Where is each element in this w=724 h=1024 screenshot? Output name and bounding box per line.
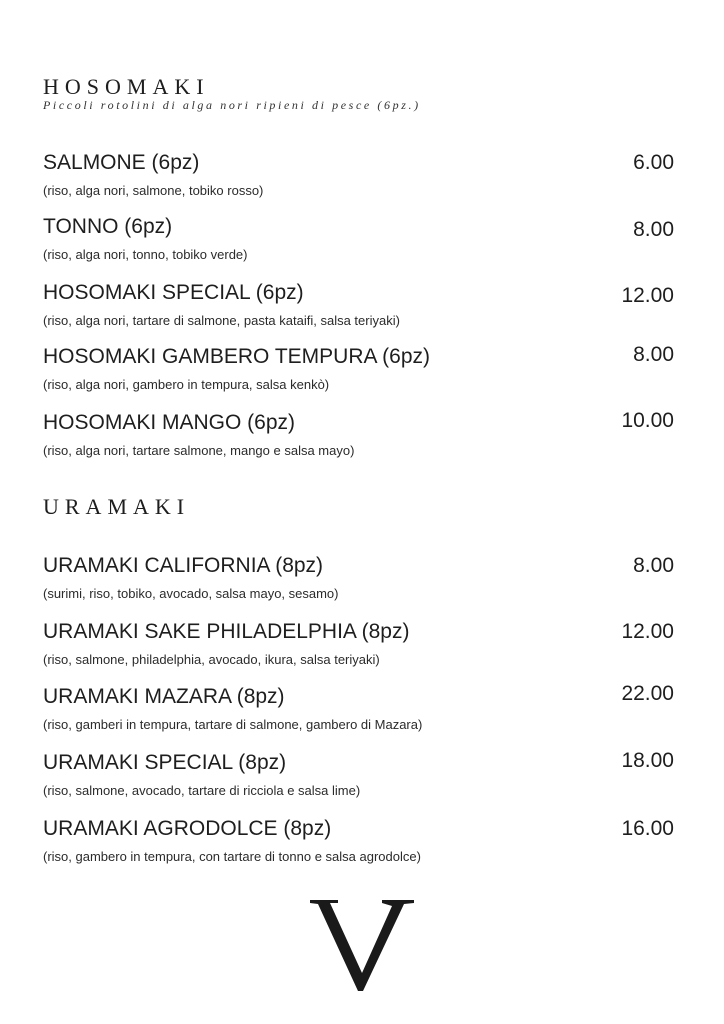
item-price: 8.00 — [633, 554, 674, 577]
item-name: URAMAKI CALIFORNIA (8pz) — [43, 554, 324, 577]
item-description: (surimi, riso, tobiko, avocado, salsa mayo, sesamo) — [43, 586, 339, 601]
brand-logo — [308, 898, 416, 992]
item-price: 10.00 — [621, 409, 674, 432]
item-description: (riso, alga nori, tonno, tobiko verde) — [43, 247, 248, 262]
item-price: 18.00 — [621, 749, 674, 772]
menu-item — [0, 150, 724, 212]
menu-item — [0, 816, 724, 878]
item-name: HOSOMAKI SPECIAL (6pz) — [43, 281, 304, 304]
item-price: 16.00 — [621, 817, 674, 840]
hosomaki-section-title: HOSOMAKI — [43, 74, 210, 99]
item-price: 8.00 — [633, 218, 674, 241]
menu-item — [0, 280, 724, 342]
item-name: URAMAKI AGRODOLCE (8pz) — [43, 817, 332, 840]
uramaki-section-title: URAMAKI — [43, 494, 191, 519]
item-description: (riso, alga nori, gambero in tempura, salsa kenkò) — [43, 377, 330, 392]
item-name: TONNO (6pz) — [43, 215, 173, 238]
item-description: (riso, alga nori, salmone, tobiko rosso) — [43, 183, 264, 198]
item-description: (riso, alga nori, tartare di salmone, pasta kataifi, salsa teriyaki) — [43, 313, 400, 328]
item-description: (riso, alga nori, tartare salmone, mango e salsa mayo) — [43, 443, 355, 458]
item-description: (riso, salmone, avocado, tartare di ricciola e salsa lime) — [43, 783, 361, 798]
item-name: URAMAKI SAKE PHILADELPHIA (8pz) — [43, 620, 410, 643]
item-name: SALMONE (6pz) — [43, 151, 200, 174]
item-price: 22.00 — [621, 682, 674, 705]
item-name: URAMAKI SPECIAL (8pz) — [43, 751, 287, 774]
item-name: URAMAKI MAZARA (8pz) — [43, 685, 285, 708]
item-description: (riso, gambero in tempura, con tartare di tonno e salsa agrodolce) — [43, 849, 421, 864]
menu-item — [0, 344, 724, 406]
menu-item — [0, 214, 724, 276]
menu-item — [0, 553, 724, 615]
item-name: HOSOMAKI GAMBERO TEMPURA (6pz) — [43, 345, 431, 368]
item-price: 8.00 — [633, 343, 674, 366]
item-price: 12.00 — [621, 284, 674, 307]
hosomaki-section-subtitle: Piccoli rotolini di alga nori ripieni di pesce (6pz.) — [43, 98, 421, 112]
menu-item — [0, 410, 724, 472]
item-price: 12.00 — [621, 620, 674, 643]
item-description: (riso, salmone, philadelphia, avocado, ikura, salsa teriyaki) — [43, 652, 380, 667]
menu-item — [0, 619, 724, 681]
item-name: HOSOMAKI MANGO (6pz) — [43, 411, 296, 434]
item-price: 6.00 — [633, 151, 674, 174]
menu-item — [0, 750, 724, 812]
menu-item — [0, 684, 724, 746]
item-description: (riso, gamberi in tempura, tartare di salmone, gambero di Mazara) — [43, 717, 423, 732]
